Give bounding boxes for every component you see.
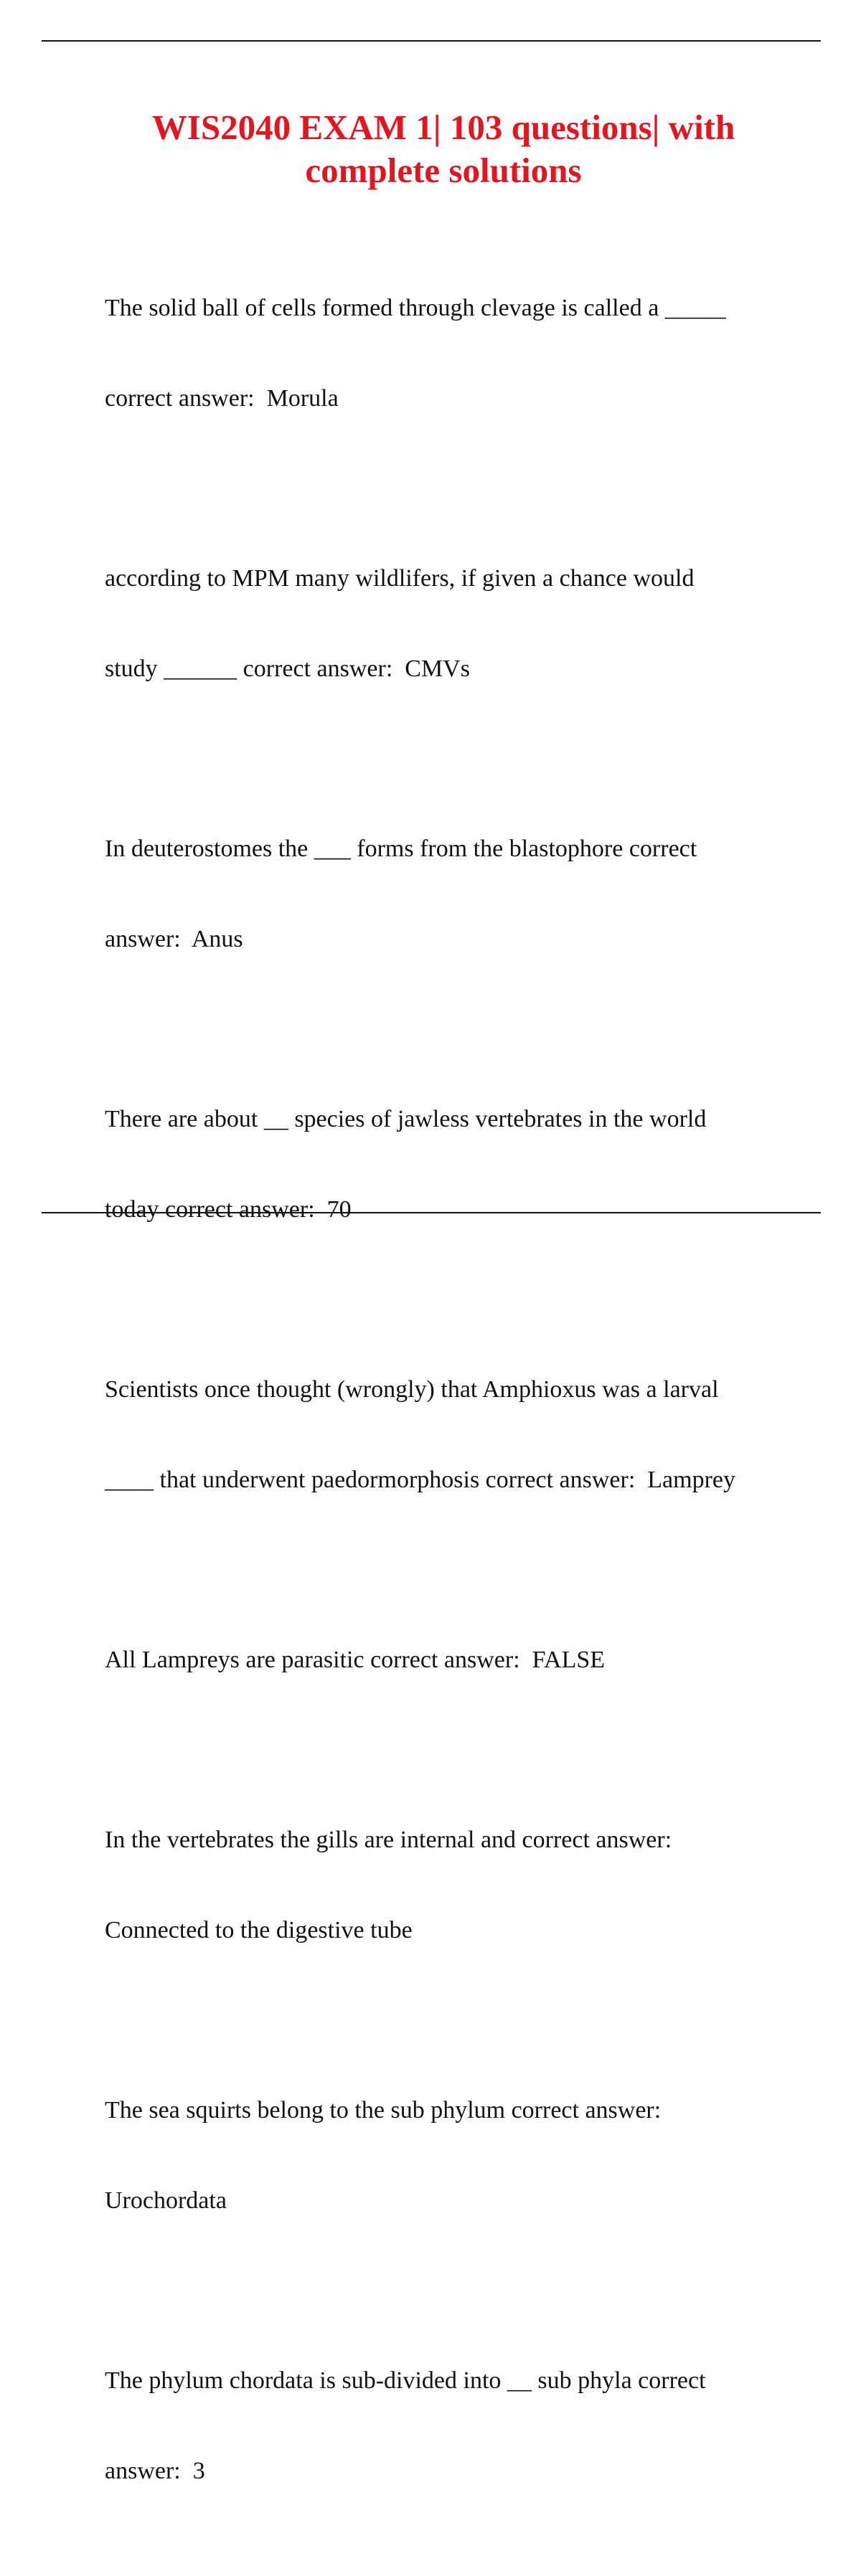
qa-item-6 [105,1585,808,1736]
qa-item-2 [105,503,808,744]
title-line-1: WIS2040 EXAM 1| 103 questions| with [151,108,735,147]
title-line-2: complete solutions [305,151,582,190]
qa-item-text: In the vertebrates the gills are internal and correct answer: [105,1827,672,1853]
qa-item-text: All Lampreys are parasitic correct answer: FALSE [105,1647,606,1673]
qa-item-text: There are about __ species of jawless vertebrates in the world [105,1106,707,1132]
qa-item-1 [105,233,808,474]
qa-item-text: In deuterostomes the ___ forms from the blastophore correct [105,835,697,862]
qa-item-text: The solid ball of cells formed through clevage is called a _____ [105,295,726,321]
qa-item-8 [105,2035,808,2276]
qa-item-text: study ______ correct answer: CMVs [105,655,470,682]
qa-item-text: The sea squirts belong to the sub phylum correct answer: [105,2097,662,2123]
qa-item-text: today correct answer: 70 [105,1196,352,1223]
qa-item-7 [105,1765,808,2006]
qa-item-text: The phylum chordata is sub-divided into __ sub phyla correct [105,2367,706,2394]
qa-item-9 [105,2306,808,2547]
qa-item-text: Scientists once thought (wrongly) that Amphioxus was a larval [105,1376,719,1403]
qa-item-4 [105,1044,808,1285]
qa-item-text: Urochordata [105,2187,227,2214]
qa-item-5 [105,1315,808,1555]
bottom-rule [42,1212,821,1213]
qa-item-3 [105,774,808,1015]
top-rule [42,40,821,42]
qa-list [105,233,808,2576]
qa-item-text: answer: Anus [105,926,243,952]
qa-item-text: answer: 3 [105,2458,205,2484]
qa-item-text: according to MPM many wildlifers, if given a chance would [105,565,695,592]
qa-item-text: correct answer: Morula [105,385,339,412]
qa-item-text: Connected to the digestive tube [105,1917,413,1943]
document-title [86,106,801,192]
qa-item-text: ____ that underwent paedormorphosis correct answer: Lamprey [105,1467,735,1493]
